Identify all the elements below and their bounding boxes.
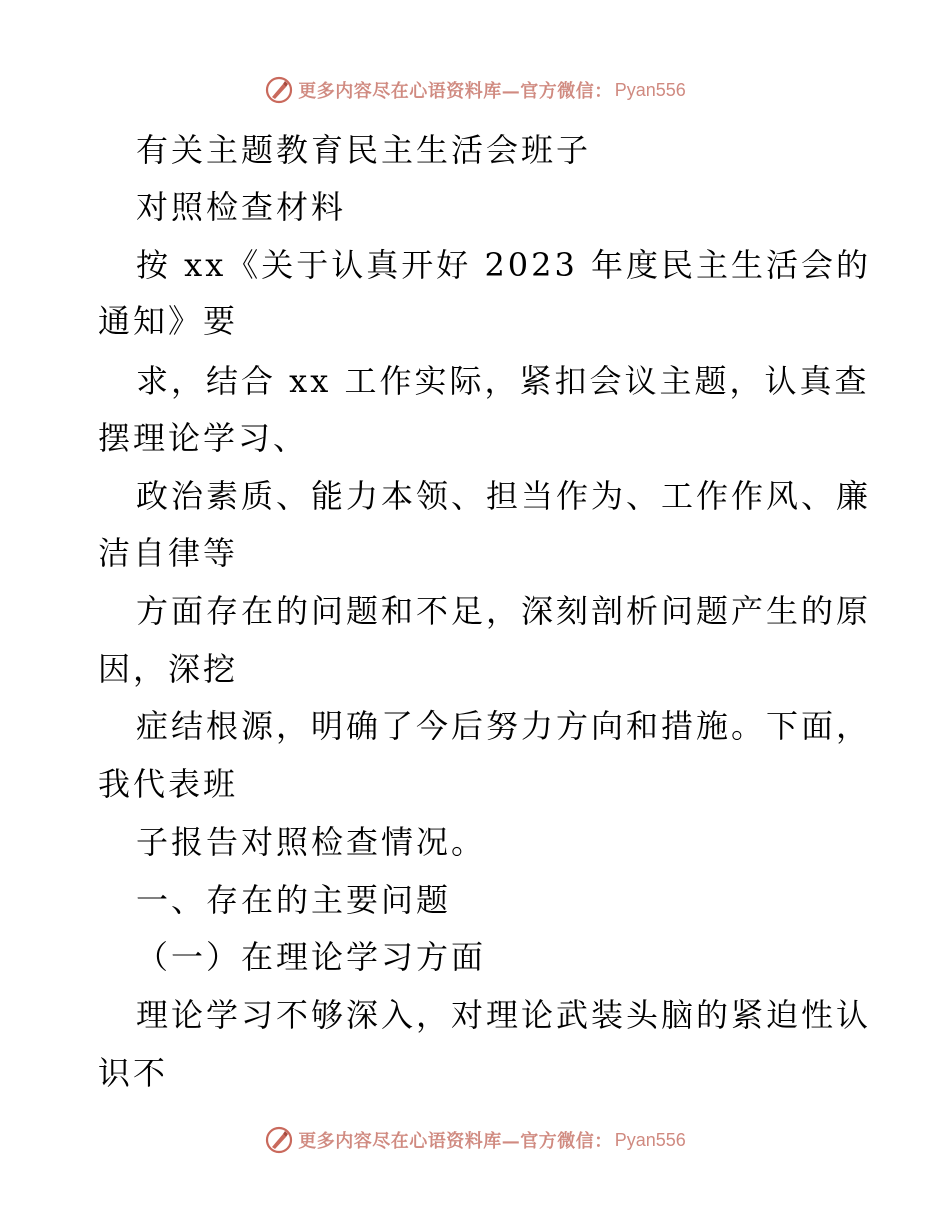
paragraph-line: 识不 bbox=[98, 1054, 169, 1092]
paragraph-line: 因，深挖 bbox=[98, 650, 239, 688]
watermark-wechat-id: Pyan556 bbox=[614, 1129, 686, 1150]
document-title-line-2: 对照检查材料 bbox=[136, 188, 347, 226]
section-heading: 一、存在的主要问题 bbox=[136, 881, 452, 919]
paragraph-line: 洁自律等 bbox=[98, 534, 239, 572]
watermark-text: 更多内容尽在心语资料库—官方微信： bbox=[298, 81, 613, 102]
watermark-text: 更多内容尽在心语资料库—官方微信： bbox=[298, 1131, 613, 1152]
paragraph-line: 方面存在的问题和不足，深刻剖析问题产生的原 bbox=[136, 592, 872, 630]
header-watermark bbox=[0, 70, 950, 110]
watermark-wechat-id: Pyan556 bbox=[614, 79, 686, 100]
pen-seal-icon bbox=[264, 75, 294, 105]
paragraph-line: 我代表班 bbox=[98, 765, 239, 803]
paragraph-line: 摆理论学习、 bbox=[98, 419, 309, 457]
pen-seal-icon bbox=[264, 1125, 294, 1155]
paragraph-line: 按 xx《关于认真开好 2023 年度民主生活会的 bbox=[136, 246, 872, 284]
document-title-line-1: 有关主题教育民主生活会班子 bbox=[136, 131, 592, 169]
paragraph-line: 理论学习不够深入，对理论武装头脑的紧迫性认 bbox=[136, 996, 872, 1034]
paragraph-line: 求，结合 xx 工作实际，紧扣会议主题，认真查 bbox=[136, 362, 870, 400]
paragraph-line: 子报告对照检查情况。 bbox=[136, 823, 487, 861]
paragraph-line: 症结根源，明确了今后努力方向和措施。下面， bbox=[136, 707, 872, 745]
paragraph-line: 政治素质、能力本领、担当作为、工作作风、廉 bbox=[136, 477, 872, 515]
footer-watermark bbox=[0, 1120, 950, 1160]
subsection-heading: （一）在理论学习方面 bbox=[136, 938, 487, 976]
paragraph-line: 通知》要 bbox=[98, 302, 239, 340]
